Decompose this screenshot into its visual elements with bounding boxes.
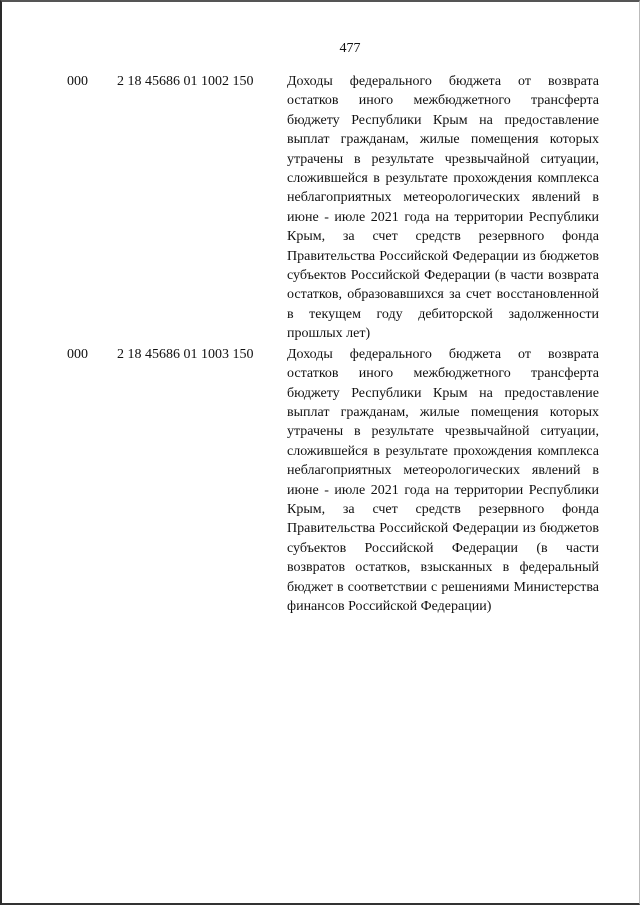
income-description: Доходы федерального бюджета от возврата остатков иного межбюджетного трансферта бюджету Республики Крым на предоставление выплат гражданам, жилые помещения которых утрачены в результате чрезвычайной ситуации, сложившейся в результате прохождения комплекса неблагоприятных метеорологических явлений в июне - июле 2021 года на территории Республики Крым, за счет средств резервного фонда Правительства Российской Федерации из бюджетов субъектов Российской Федерации (в части возвратов остатков, взысканных в федеральный бюджет в соответствии с решениями Министерства финансов Российской Федерации)	[287, 346, 599, 614]
budget-code-table	[0, 72, 640, 616]
page-number: 477	[339, 41, 361, 56]
budget-classification-code: 2 18 45686 01 1003 150	[117, 346, 254, 362]
budget-classification-code: 2 18 45686 01 1002 150	[117, 74, 254, 89]
income-description: Доходы федерального бюджета от возврата остатков иного межбюджетного трансферта бюджету Республики Крым на предоставление выплат гражданам, жилые помещения которых утрачены в результате чрезвычайной ситуации, сложившейся в результате прохождения комплекса неблагоприятных метеорологических явлений в июне - июле 2021 года на территории Республики Крым, за счет средств резервного фонда Правительства Российской Федерации из бюджетов субъектов Российской Федерации (в части возврата остатков, образовавшихся за счет восстановленной в текущем году дебиторской задолженности прошлых лет)	[287, 74, 599, 342]
admin-code: 000	[67, 74, 88, 89]
admin-code: 000	[67, 346, 88, 362]
table-row	[0, 345, 640, 617]
table-row	[0, 72, 640, 344]
